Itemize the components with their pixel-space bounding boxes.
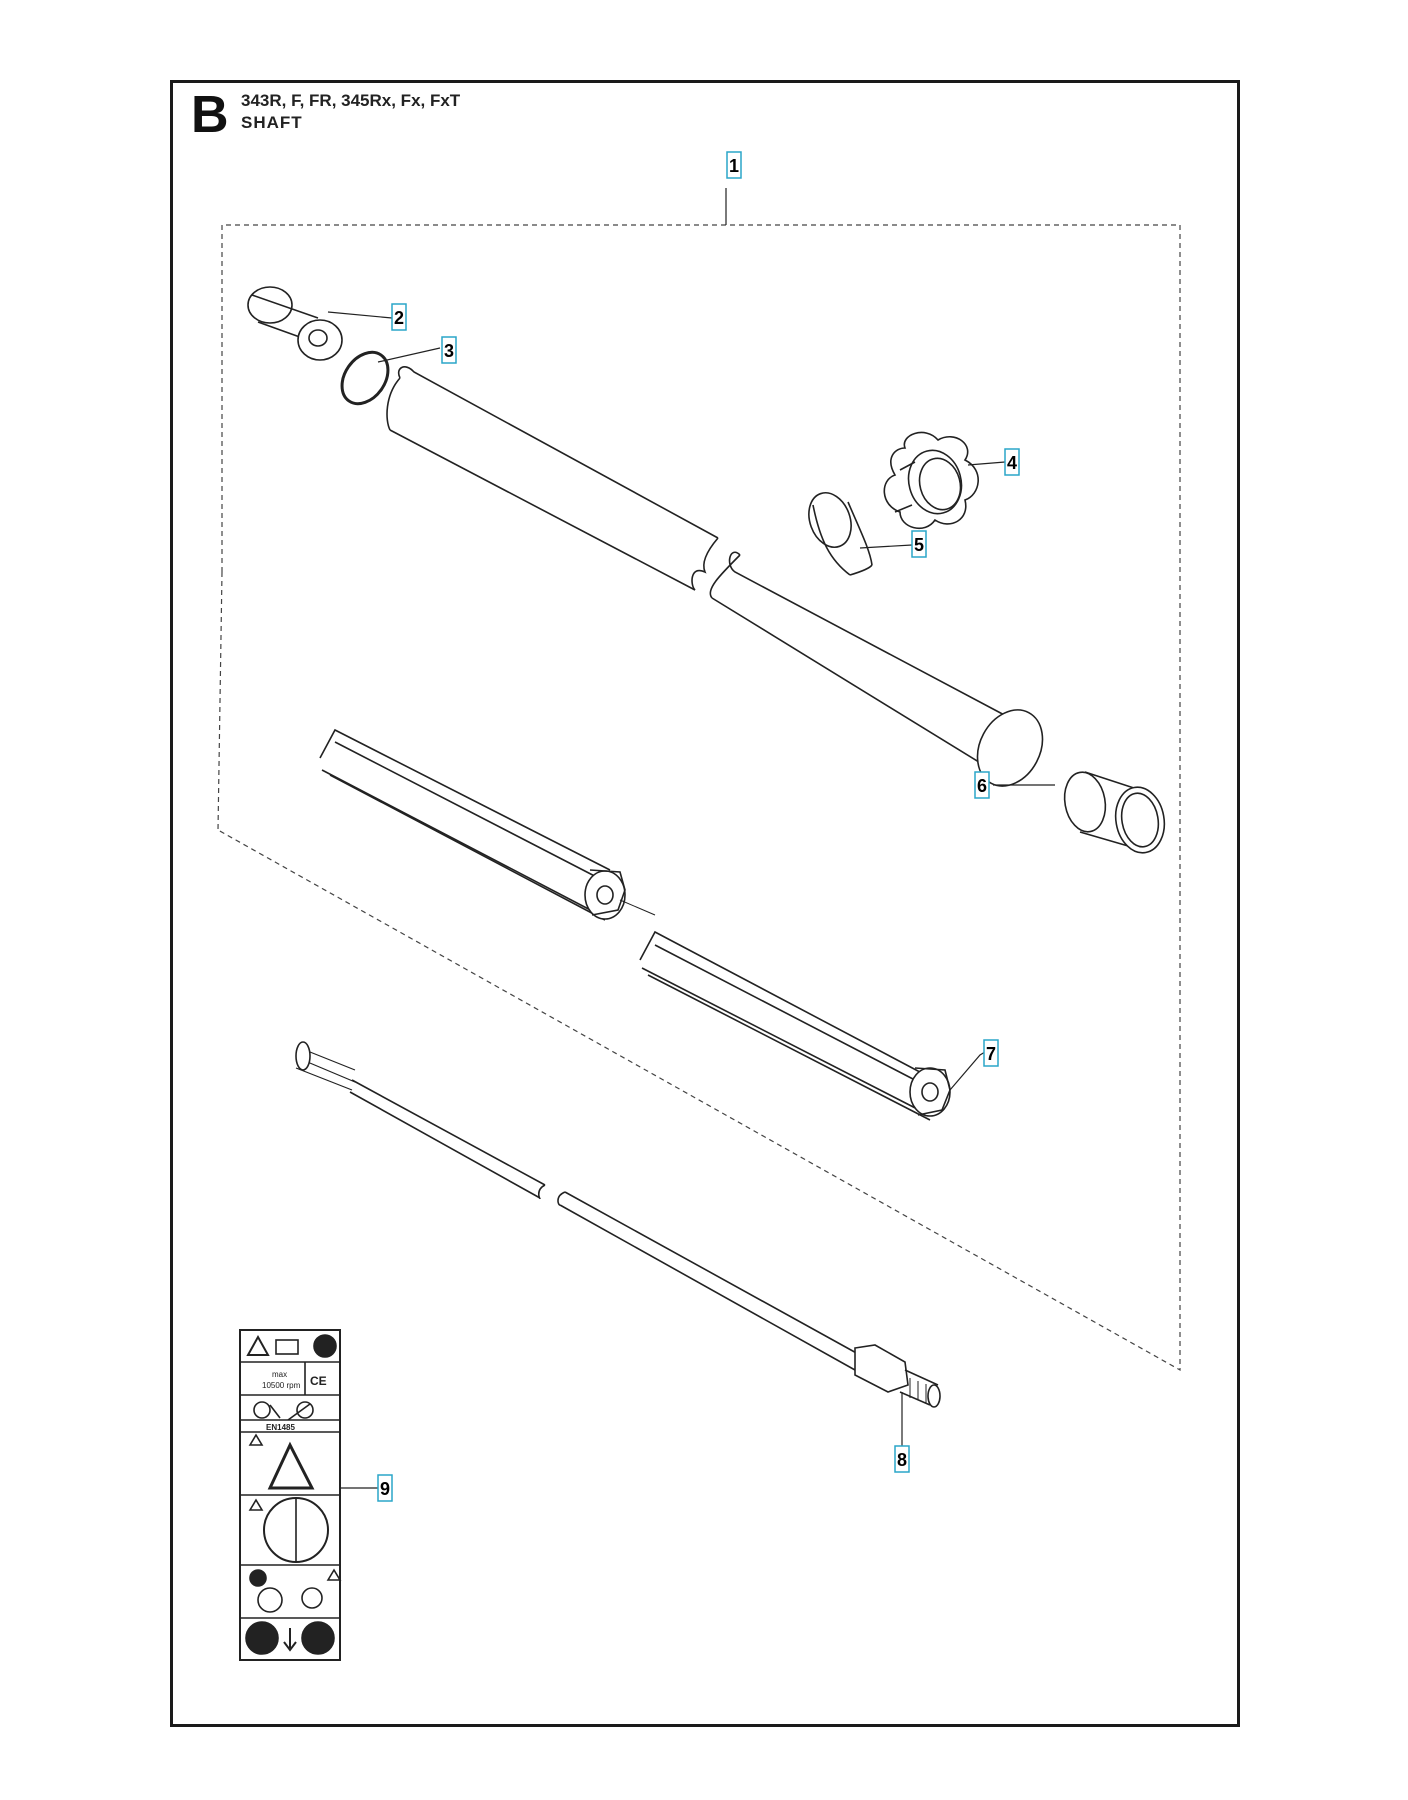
- assembly-boundary: [218, 225, 1180, 1370]
- svg-text:3: 3: [444, 341, 455, 361]
- callout-4[interactable]: [1005, 449, 1019, 475]
- svg-text:9: 9: [380, 1479, 391, 1499]
- leader-2: [328, 312, 392, 318]
- svg-text:5: 5: [914, 535, 925, 555]
- callout-2[interactable]: [392, 304, 406, 330]
- leader-7: [950, 1052, 985, 1090]
- leader-4: [968, 462, 1005, 465]
- svg-text:1: 1: [729, 156, 740, 176]
- callout-6[interactable]: [975, 772, 989, 798]
- drive-liner-upper: [320, 730, 625, 920]
- end-bushing-lower-part: [1060, 769, 1169, 857]
- outer-tube-lower: [710, 552, 1055, 797]
- section-letter: B: [191, 86, 229, 144]
- drive-shaft-part: [296, 1042, 940, 1407]
- svg-text:4: 4: [1007, 453, 1018, 473]
- diagram-title: SHAFT: [241, 113, 303, 132]
- decal-rpm-value: 10500 rpm: [262, 1381, 301, 1390]
- end-bushing-part: [248, 287, 342, 360]
- svg-text:7: 7: [986, 1044, 997, 1064]
- leader-5: [860, 545, 912, 548]
- callout-9[interactable]: [378, 1475, 392, 1501]
- svg-text:6: 6: [977, 776, 988, 796]
- svg-text:2: 2: [394, 308, 405, 328]
- callout-8[interactable]: [895, 1446, 909, 1472]
- callout-3[interactable]: [442, 337, 456, 363]
- sleeve-part: [802, 487, 872, 575]
- svg-text:8: 8: [897, 1450, 908, 1470]
- decal-rpm-max: max: [272, 1370, 288, 1379]
- leader-3: [378, 348, 440, 362]
- outer-tube-upper: [387, 367, 718, 590]
- callout-5[interactable]: [912, 531, 926, 557]
- model-list: 343R, F, FR, 345Rx, Fx, FxT: [241, 91, 461, 110]
- callout-1[interactable]: [727, 152, 741, 178]
- decal-standard: EN1485: [266, 1423, 295, 1432]
- callout-7[interactable]: [984, 1040, 998, 1066]
- lock-nut-part: [884, 432, 978, 528]
- drive-liner-lower: [640, 932, 950, 1120]
- decal-ce-mark: CE: [310, 1374, 327, 1388]
